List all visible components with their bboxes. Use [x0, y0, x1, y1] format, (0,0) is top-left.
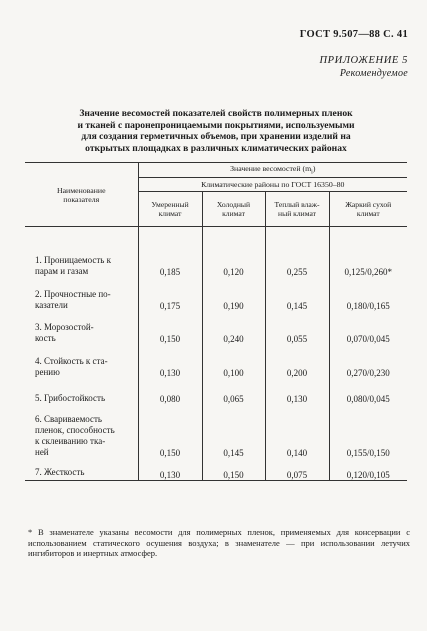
value-cell: 0,150: [138, 404, 202, 458]
column-header-hot-dry: [329, 192, 407, 227]
label-line: 7. Жесткость: [35, 467, 85, 477]
value-cell: 0,055: [265, 311, 329, 344]
value-cell: 0,130: [138, 458, 202, 481]
table-row: [25, 311, 407, 344]
value-cell: 0,155/0,150: [329, 404, 407, 458]
value-cell: 0,200: [265, 344, 329, 378]
value-cell: 0,240: [202, 311, 265, 344]
header-line: климат: [222, 209, 245, 218]
table-row: [25, 227, 407, 277]
label-line: 3. Морозостой-: [35, 321, 94, 332]
appendix-title: ПРИЛОЖЕНИЕ 5: [319, 55, 408, 66]
value-cell: 0,145: [202, 404, 265, 458]
row-label: [25, 311, 138, 344]
value-cell: 0,120/0,105: [329, 458, 407, 481]
value-cell: 0,080: [138, 378, 202, 404]
header-subscript: i: [311, 169, 313, 176]
value-cell: 0,270/0,230: [329, 344, 407, 378]
value-cell: 0,075: [265, 458, 329, 481]
row-label: [25, 344, 138, 378]
column-header-temperate: [138, 192, 202, 227]
value-cell: 0,185: [138, 227, 202, 277]
label-line: рению: [35, 366, 60, 377]
label-line: казатели: [35, 299, 68, 310]
label-line: 5. Грибостойкость: [35, 392, 106, 403]
value-cell: 0,140: [265, 404, 329, 458]
value-cell: 0,125/0,260*: [329, 227, 407, 277]
row-label: [25, 458, 138, 481]
header-text: ): [312, 164, 316, 174]
value-cell: 0,150: [202, 458, 265, 481]
header-line: Умеренный: [151, 200, 189, 209]
page-header: ГОСТ 9.507—88 С. 41: [299, 29, 408, 40]
header-line: ный климат: [278, 209, 316, 218]
value-cell: 0,070/0,045: [329, 311, 407, 344]
appendix-status: Рекомендуемое: [339, 68, 408, 79]
table-row: [25, 458, 407, 481]
value-cell: 0,100: [202, 344, 265, 378]
label-line: 2. Прочностные по-: [35, 288, 111, 299]
value-cell: 0,130: [265, 378, 329, 404]
label-line: 4. Стойкость к ста-: [35, 355, 108, 366]
value-cell: 0,120: [202, 227, 265, 277]
header-line: Наименование: [56, 185, 106, 195]
caption-line: для создания герметичных объемов, при хранении изделий на: [81, 131, 351, 142]
value-cell: 0,065: [202, 378, 265, 404]
header-line: Теплый влаж-: [274, 200, 320, 209]
label-line: кость: [35, 332, 56, 343]
label-line: к склеиванию тка-: [35, 435, 106, 446]
value-cell: 0,175: [138, 277, 202, 311]
table-caption: [40, 108, 392, 154]
table-row: [25, 378, 407, 404]
footnote: * В знаменателе указаны весомости для полимерных пленок, применяемых для консервации с использованием статического осушения воздуха; в знаменателе — при использовании летучих ингибиторов и инертных атмосфер.: [28, 527, 410, 558]
value-cell: 0,080/0,045: [329, 378, 407, 404]
value-cell: 0,190: [202, 277, 265, 311]
header-line: показателя: [63, 194, 100, 204]
value-cell: 0,255: [265, 227, 329, 277]
value-cell: 0,150: [138, 311, 202, 344]
row-label: [25, 277, 138, 311]
weights-table: [25, 162, 407, 481]
column-header-warm-humid: [265, 192, 329, 227]
column-header-name: [25, 163, 138, 227]
table-row: [25, 404, 407, 458]
column-header-regions: Климатические районы по ГОСТ 16350–80: [138, 178, 407, 192]
header-line: климат: [356, 209, 380, 218]
row-label: [25, 378, 138, 404]
caption-line: открытых площадках в различных климатических районах: [85, 142, 347, 154]
column-header-weights: [138, 163, 407, 178]
label-line: 6. Свариваемость: [35, 413, 103, 424]
row-label: [25, 227, 138, 277]
header-text: Значение весомостей (m: [230, 164, 312, 174]
table-row: [25, 344, 407, 378]
label-line: ней: [35, 446, 49, 457]
value-cell: 0,145: [265, 277, 329, 311]
row-label: [25, 404, 138, 458]
label-line: пленок, способность: [35, 424, 115, 435]
header-line: Холодный: [216, 200, 251, 209]
table-row: [25, 277, 407, 311]
label-line: 1. Проницаемость к: [35, 254, 112, 265]
column-header-cold: [202, 192, 265, 227]
value-cell: 0,130: [138, 344, 202, 378]
label-line: парам и газам: [35, 265, 89, 276]
header-line: Жаркий сухой: [345, 200, 392, 209]
caption-line: Значение весомостей показателей свойств полимерных пленок: [79, 108, 353, 119]
value-cell: 0,180/0,165: [329, 277, 407, 311]
header-line: климат: [158, 209, 182, 218]
caption-line: и тканей с паронепроницаемыми покрытиями, используемыми: [77, 119, 355, 131]
